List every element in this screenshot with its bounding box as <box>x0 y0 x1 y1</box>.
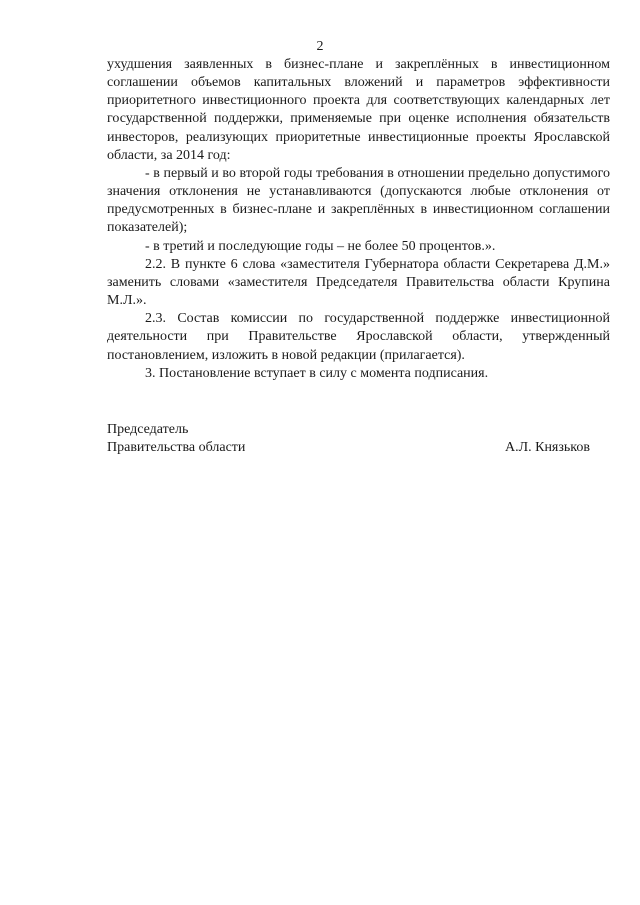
document-body <box>107 56 610 383</box>
paragraph-2-2: 2.2. В пункте 6 слова «заместителя Губернатора области Секретарева Д.М.» заменить словами «заместителя Председателя Правительства области Крупина М.Л.». <box>107 256 610 309</box>
signatory-title-line1: Председатель <box>107 422 189 437</box>
signature-block <box>107 421 590 457</box>
signatory-title-line2: Правительства области <box>107 440 246 455</box>
paragraph-third-years: - в третий и последующие годы – не более 50 процентов.». <box>145 238 496 254</box>
signature-line <box>107 439 590 457</box>
paragraph-continuation: ухудшения заявленных в бизнес-плане и закреплённых в инвестиционном соглашении объемов капитальных вложений и параметров эффективности приоритетного инвестиционного проекта для соответствующих календарных лет государственной поддержки, применяемые при оценке исполнения обязательств инвесторов, реализующих приоритетные инвестиционные проекты Ярославской области, за 2014 год: <box>107 57 610 163</box>
signatory-name: А.Л. Князьков <box>505 440 590 455</box>
paragraph-first-second-years: - в первый и во второй годы требования в отношении предельно допустимого значения отклонения не устанавливаются (допускаются любые отклонения от предусмотренных в бизнес-плане и закреплённых в инвестиционном соглашении показателей); <box>107 165 610 236</box>
page-number: 2 <box>316 39 324 54</box>
paragraph-3: 3. Постановление вступает в силу с момента подписания. <box>145 365 489 381</box>
paragraph-2-3: 2.3. Состав комиссии по государственной поддержке инвестиционной деятельности при Правительстве Ярославской области, утвержденный постановлением, изложить в новой редакции (прилагается). <box>107 311 610 363</box>
